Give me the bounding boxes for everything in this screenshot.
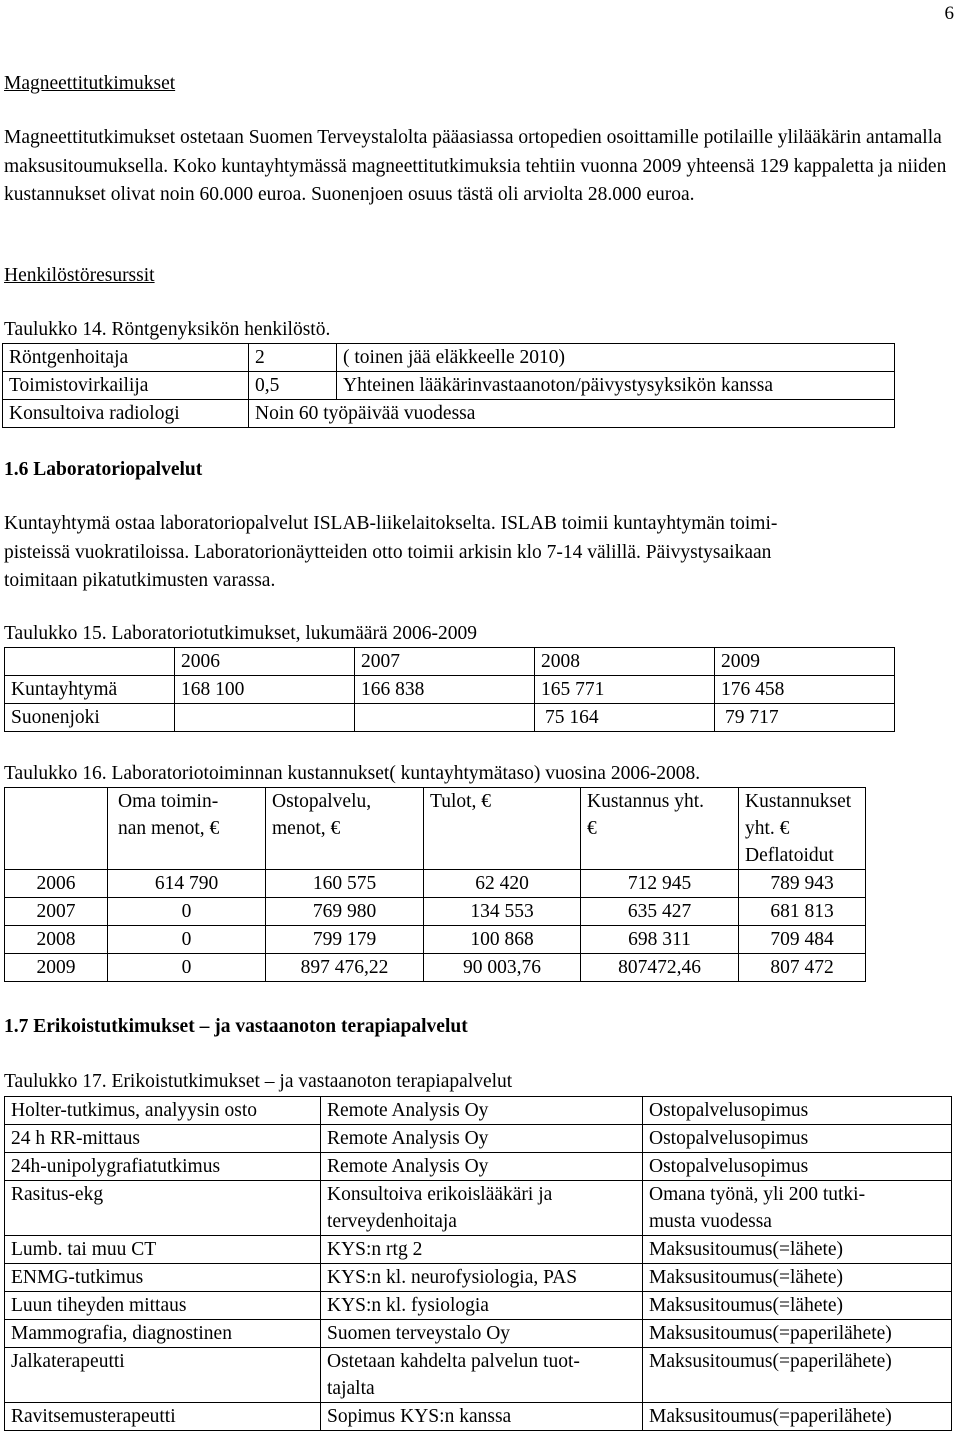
table-row <box>3 344 895 372</box>
table-row <box>5 1097 952 1125</box>
column-header-line: Tulot, € <box>430 791 492 812</box>
type-line: Omana työnä, yli 200 tutki- <box>649 1184 866 1205</box>
type-cell: Maksusitoumus(=lähete) <box>643 1264 952 1292</box>
value-cell: 635 427 <box>581 898 739 926</box>
service-cell: ENMG-tutkimus <box>5 1264 321 1292</box>
value-cell: 0 <box>108 898 266 926</box>
table-row <box>5 954 866 982</box>
type-cell: Maksusitoumus(=paperilähete) <box>643 1320 952 1348</box>
value-cell: 0 <box>108 954 266 982</box>
table-row <box>5 1181 952 1236</box>
column-header <box>739 788 866 870</box>
type-cell <box>643 1181 952 1236</box>
type-cell: Ostopalvelusopimus <box>643 1097 952 1125</box>
value-cell: 799 179 <box>266 926 424 954</box>
table-header-row <box>5 648 895 676</box>
mri-heading: Magneettitutkimukset <box>4 73 176 94</box>
staff-note: Yhteinen lääkärinvastaanoton/päivystysyksikön kanssa <box>337 372 895 400</box>
special-services-table <box>4 1096 952 1431</box>
column-header-line: nan menot, € <box>118 818 220 839</box>
value-cell: 0 <box>108 926 266 954</box>
value-cell <box>175 704 355 732</box>
column-header <box>108 788 266 870</box>
type-cell: Maksusitoumus(=lähete) <box>643 1236 952 1264</box>
table-row <box>5 898 866 926</box>
staff-heading: Henkilöstöresurssit <box>4 265 155 286</box>
column-header-line: yht. € <box>745 818 790 839</box>
service-cell: Mammografia, diagnostinen <box>5 1320 321 1348</box>
table-row <box>5 1348 952 1403</box>
provider-cell: Remote Analysis Oy <box>321 1153 643 1181</box>
empty-cell <box>5 788 108 870</box>
provider-cell: KYS:n rtg 2 <box>321 1236 643 1264</box>
table14-caption: Taulukko 14. Röntgenyksikön henkilöstö. <box>4 319 331 340</box>
empty-cell <box>5 648 175 676</box>
provider-line: tajalta <box>327 1378 375 1399</box>
staff-amount: 0,5 <box>249 372 337 400</box>
column-header-line: Kustannus yht. <box>587 791 704 812</box>
year-header: 2008 <box>535 648 715 676</box>
table-row <box>3 400 895 428</box>
lab-paragraph-line: Kuntayhtymä ostaa laboratoriopalvelut ISLAB-liikelaitokselta. ISLAB toimii kuntayhtymän toimi- <box>4 513 778 534</box>
value-cell: 614 790 <box>108 870 266 898</box>
value-cell: 134 553 <box>424 898 581 926</box>
year-cell: 2008 <box>5 926 108 954</box>
value-cell: 807 472 <box>739 954 866 982</box>
staff-role: Toimistovirkailija <box>3 372 249 400</box>
type-cell: Maksusitoumus(=lähete) <box>643 1292 952 1320</box>
provider-line: terveydenhoitaja <box>327 1211 457 1232</box>
provider-line: Konsultoiva erikoislääkäri ja <box>327 1184 553 1205</box>
value-cell: 698 311 <box>581 926 739 954</box>
page-number: 6 <box>944 3 954 24</box>
table-header-row <box>5 788 866 870</box>
value-cell: 897 476,22 <box>266 954 424 982</box>
column-header-line: Kustannukset <box>745 791 852 812</box>
service-cell: Luun tiheyden mittaus <box>5 1292 321 1320</box>
provider-cell: KYS:n kl. neurofysiologia, PAS <box>321 1264 643 1292</box>
service-cell: Ravitsemusterapeutti <box>5 1403 321 1431</box>
table-row <box>5 704 895 732</box>
provider-cell: Suomen terveystalo Oy <box>321 1320 643 1348</box>
staff-role: Konsultoiva radiologi <box>3 400 249 428</box>
table-row <box>5 1236 952 1264</box>
provider-cell <box>321 1181 643 1236</box>
table15-caption: Taulukko 15. Laboratoriotutkimukset, lukumäärä 2006-2009 <box>4 623 478 644</box>
column-header-line: menot, € <box>272 818 341 839</box>
type-cell: Maksusitoumus(=paperilähete) <box>643 1403 952 1431</box>
year-header: 2007 <box>355 648 535 676</box>
column-header-line: Deflatoidut <box>745 845 834 866</box>
service-cell: Holter-tutkimus, analyysin osto <box>5 1097 321 1125</box>
lab-paragraph-line: pisteissä vuokratiloissa. Laboratorionäytteiden otto toimii arkisin klo 7-14 välillä. Päivystysaikaan <box>4 541 772 563</box>
year-cell: 2009 <box>5 954 108 982</box>
column-header <box>266 788 424 870</box>
table-row <box>5 1125 952 1153</box>
staff-table <box>2 343 895 428</box>
service-cell: 24 h RR-mittaus <box>5 1125 321 1153</box>
row-label: Suonenjoki <box>5 704 175 732</box>
table-row <box>5 1153 952 1181</box>
table16-caption: Taulukko 16. Laboratoriotoiminnan kustannukset( kuntayhtymätaso) vuosina 2006-2008. <box>4 763 701 784</box>
staff-amount: 2 <box>249 344 337 372</box>
lab-count-table <box>4 647 895 732</box>
column-header <box>424 788 581 870</box>
service-cell: Jalkaterapeutti <box>5 1348 321 1403</box>
provider-cell: KYS:n kl. fysiologia <box>321 1292 643 1320</box>
provider-cell: Remote Analysis Oy <box>321 1097 643 1125</box>
staff-role: Röntgenhoitaja <box>3 344 249 372</box>
value-cell: 168 100 <box>175 676 355 704</box>
table-row <box>5 1320 952 1348</box>
provider-line: Ostetaan kahdelta palvelun tuot- <box>327 1351 580 1372</box>
column-header-line: Oma toimin- <box>118 791 219 812</box>
table-row <box>5 676 895 704</box>
value-cell: 62 420 <box>424 870 581 898</box>
mri-paragraph: Magneettitutkimukset ostetaan Suomen Terveystalolta pääasiassa ortopedien osoittamille potilaille ylilääkärin antamalla maksusitoumuksella. Koko kuntayhtymässä magneettitutkimuksia tehtiin vuonna 2009 yhteensä 129 kappaletta ja niiden kustannukset olivat noin 60.000 euroa. Suonenjoen osuus tästä oli arviolta 28.000 euroa. <box>4 127 947 205</box>
value-cell: 166 838 <box>355 676 535 704</box>
year-cell: 2006 <box>5 870 108 898</box>
row-label: Kuntayhtymä <box>5 676 175 704</box>
value-cell: 100 868 <box>424 926 581 954</box>
value-cell: 709 484 <box>739 926 866 954</box>
staff-note: ( toinen jää eläkkeelle 2010) <box>337 344 895 372</box>
service-cell: Lumb. tai muu CT <box>5 1236 321 1264</box>
value-cell: 160 575 <box>266 870 424 898</box>
year-cell: 2007 <box>5 898 108 926</box>
lab-paragraph <box>4 510 777 596</box>
provider-cell: Remote Analysis Oy <box>321 1125 643 1153</box>
type-cell: Ostopalvelusopimus <box>643 1125 952 1153</box>
value-cell: 712 945 <box>581 870 739 898</box>
table-row <box>5 1403 952 1431</box>
table-row <box>5 1264 952 1292</box>
service-cell: Rasitus-ekg <box>5 1181 321 1236</box>
special-heading: 1.7 Erikoistutkimukset – ja vastaanoton terapiapalvelut <box>4 1016 468 1037</box>
value-cell: 769 980 <box>266 898 424 926</box>
table17-caption: Taulukko 17. Erikoistutkimukset – ja vastaanoton terapiapalvelut <box>4 1071 513 1092</box>
column-header-line: € <box>587 818 597 839</box>
lab-heading: 1.6 Laboratoriopalvelut <box>4 459 203 480</box>
value-cell: 79 717 <box>715 704 895 732</box>
year-header: 2009 <box>715 648 895 676</box>
table-row <box>5 870 866 898</box>
value-cell: 176 458 <box>715 676 895 704</box>
table-row <box>5 1292 952 1320</box>
year-header: 2006 <box>175 648 355 676</box>
lab-paragraph-line: toimitaan pikatutkimusten varassa. <box>4 570 276 591</box>
provider-cell: Sopimus KYS:n kanssa <box>321 1403 643 1431</box>
type-cell: Ostopalvelusopimus <box>643 1153 952 1181</box>
type-cell: Maksusitoumus(=paperilähete) <box>643 1348 952 1403</box>
column-header <box>581 788 739 870</box>
table-row <box>3 372 895 400</box>
provider-cell <box>321 1348 643 1403</box>
service-cell: 24h-unipolygrafiatutkimus <box>5 1153 321 1181</box>
value-cell: 90 003,76 <box>424 954 581 982</box>
staff-amount: Noin 60 työpäivää vuodessa <box>249 400 895 428</box>
lab-cost-table <box>4 787 866 982</box>
value-cell: 681 813 <box>739 898 866 926</box>
column-header-line: Ostopalvelu, <box>272 791 372 812</box>
value-cell: 75 164 <box>535 704 715 732</box>
value-cell <box>355 704 535 732</box>
value-cell: 165 771 <box>535 676 715 704</box>
type-line: musta vuodessa <box>649 1211 772 1232</box>
value-cell: 789 943 <box>739 870 866 898</box>
table-row <box>5 926 866 954</box>
value-cell: 807472,46 <box>581 954 739 982</box>
